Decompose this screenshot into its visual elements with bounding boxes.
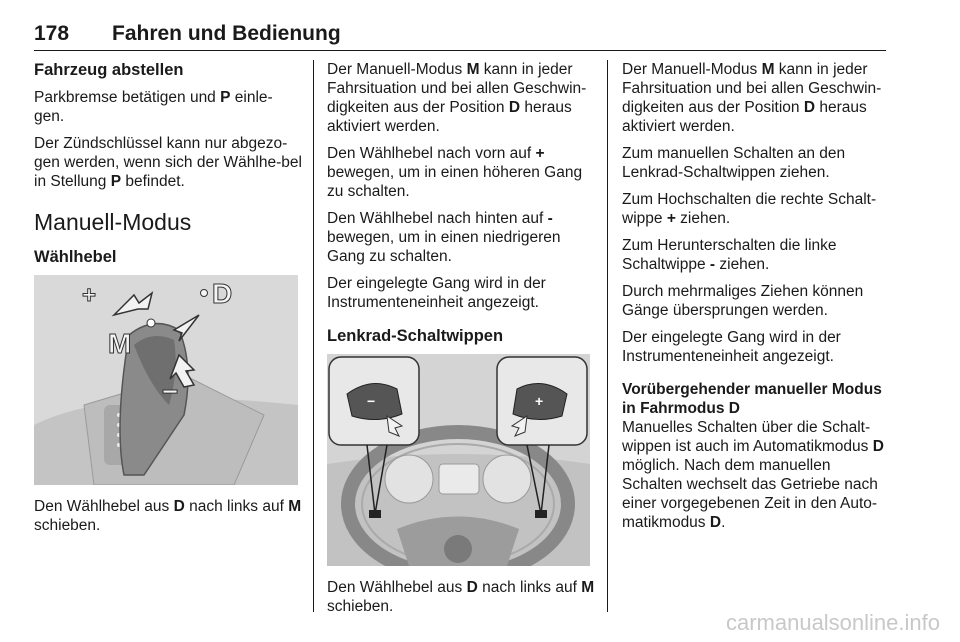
paragraph: Der Zündschlüssel kann nur abgezo-gen werden, wenn sich der Wählhe-bel in Stellung P befindet. [34,135,302,190]
column-divider [313,60,314,612]
figure-caption: Den Wählhebel aus D nach links auf M schieben. [327,579,595,615]
paragraph: Parkbremse betätigen und P einle-gen. [34,89,273,125]
m-label: M [108,328,132,359]
column-3 [622,60,888,540]
plus-label: + [82,282,97,309]
paragraph: Zum Hochschalten die rechte Schalt-wippe + ziehen. [622,191,877,227]
d-label: D [212,278,233,309]
paddle-minus-label: − [367,393,376,409]
page-number: 178 [34,22,70,45]
steering-wheel-paddles-illustration [327,354,590,566]
paddle-plus-label: + [535,393,544,409]
column-1 [34,60,302,543]
subheading-voruebergehender-modus: Vorübergehender manueller Modus in Fahrmodus D [622,381,882,417]
subheading-waehlhebel: Wählhebel [34,248,117,266]
paragraph: Der eingelegte Gang wird in der Instrumenteneinheit angezeigt. [622,329,841,365]
page-title: Fahren und Bedienung [112,22,341,45]
figure-caption: Den Wählhebel aus D nach links auf M schieben. [34,498,302,534]
paragraph: Zum manuellen Schalten an den Lenkrad-Schaltwippen ziehen. [622,145,846,181]
heading-fahrzeug-abstellen: Fahrzeug abstellen [34,61,184,79]
paragraph: Durch mehrmaliges Ziehen können Gänge übersprungen werden. [622,283,864,319]
watermark: carmanualsonline.info [725,610,940,635]
paragraph: Den Wählhebel nach vorn auf + bewegen, um in einen höheren Gang zu schalten. [327,145,583,200]
paragraph: Zum Herunterschalten die linke Schaltwippe - ziehen. [622,237,837,273]
steering-wheel-drawing [327,354,590,566]
gear-selector-illustration [34,275,298,485]
paragraph: Der Manuell-Modus M kann in jeder Fahrsituation und bei allen Geschwin-digkeiten aus der Position D heraus aktiviert werden. [622,61,882,135]
minus-label: − [162,376,179,407]
paragraph: Manuelles Schalten über die Schalt-wippen ist auch im Automatikmodus D möglich. Nach dem manuellen Schalten wechselt das Getriebe nach einer vorgegebenen Zeit in den Auto-matikmodus D. [622,419,884,531]
subheading-lenkrad-schaltwippen: Lenkrad-Schaltwippen [327,327,504,345]
page-header [34,22,886,51]
column-divider [607,60,608,612]
paragraph: Der Manuell-Modus M kann in jeder Fahrsituation und bei allen Geschwin-digkeiten aus der Position D heraus aktiviert werden. [327,61,587,135]
paragraph: Der eingelegte Gang wird in der Instrumenteneinheit angezeigt. [327,275,546,311]
gear-lever-drawing [34,275,298,485]
column-2 [327,60,597,624]
paragraph: Den Wählhebel nach hinten auf - bewegen, um in einen niedrigeren Gang zu schalten. [327,210,561,265]
section-title: Manuell-Modus [34,209,192,235]
